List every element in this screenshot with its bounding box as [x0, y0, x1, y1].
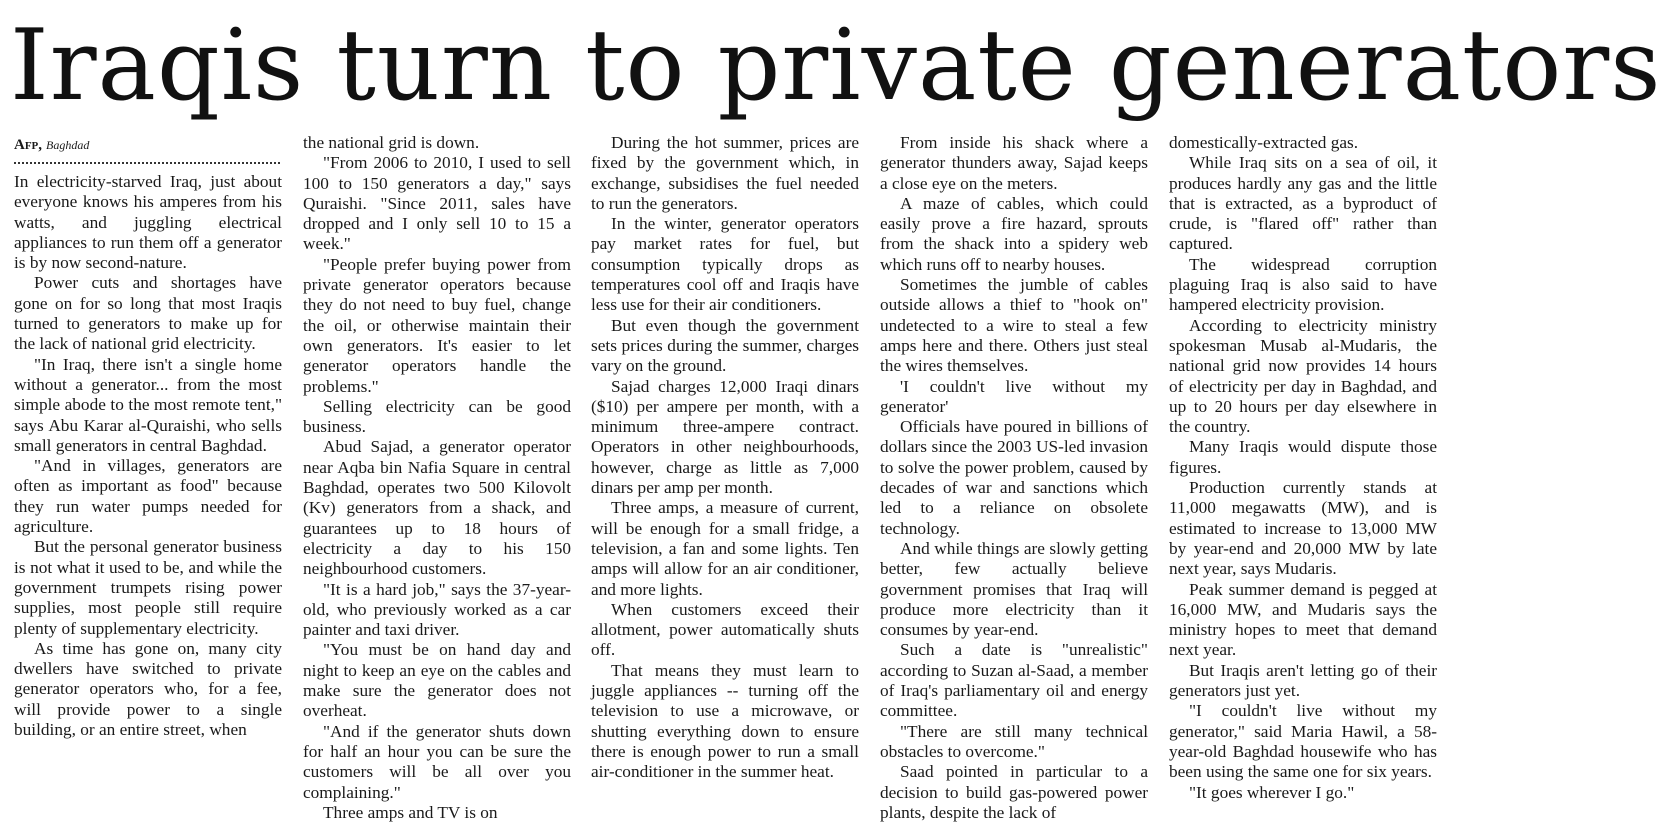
paragraph: "You must be on hand day and night to keep an eye on the cables and make sure the generator does not overheat. [303, 640, 571, 721]
headline: Iraqis turn to private generators [10, 9, 1662, 123]
paragraph: Production currently stands at 11,000 megawatts (MW), and is estimated to increase to 13,000 MW by year-end and 20,000 MW by late next year, says Mudaris. [1169, 478, 1437, 579]
byline-agency: Afp, [14, 137, 43, 153]
paragraph: Peak summer demand is pegged at 16,000 MW, and Mudaris says the ministry hopes to meet that demand next year. [1169, 579, 1437, 660]
paragraph: "From 2006 to 2010, I used to sell 100 to 150 generators a day," says Quraishi. "Since 2011, sales have dropped and I only sell 10 to 15 a week." [303, 153, 571, 254]
subheading: 'I couldn't live without my generator' [880, 376, 1148, 416]
paragraph: But even though the government sets prices during the summer, charges vary on the ground. [591, 315, 859, 376]
paragraph: Officials have poured in billions of dollars since the 2003 US-led invasion to solve the power problem, caused by decades of war and sanctions which led to a reliance on obsolete technology. [880, 417, 1148, 538]
paragraph: But Iraqis aren't letting go of their generators just yet. [1169, 660, 1437, 701]
paragraph: Such a date is "unrealistic" according to Suzan al-Saad, a member of Iraq's parliamentary oil and energy committee. [880, 640, 1148, 721]
article-column-4 [880, 133, 1148, 830]
paragraph: While Iraq sits on a sea of oil, it produces hardly any gas and the little that is extracted, as a byproduct of crude, is "flared off" rather than captured. [1169, 153, 1437, 254]
paragraph: the national grid is down. [303, 133, 480, 152]
paragraph: "And in villages, generators are often as important as food" because they run water pumps needed for agriculture. [14, 456, 282, 537]
article-column-3 [591, 133, 859, 830]
paragraph: From inside his shack where a generator thunders away, Sajad keeps a close eye on the meters. [880, 133, 1148, 193]
paragraph: The widespread corruption plaguing Iraq is also said to have hampered electricity provision. [1169, 254, 1437, 315]
paragraph: And while things are slowly getting better, few actually believe government promises that Iraq will produce more electricity than it consumes by year-end. [880, 538, 1148, 640]
byline-divider [14, 162, 280, 164]
paragraph: A maze of cables, which could easily prove a fire hazard, sprouts from the shack into a spidery web which runs off to nearby houses. [880, 193, 1148, 274]
paragraph: Saad pointed in particular to a decision to build gas-powered power plants, despite the lack of [880, 762, 1148, 822]
paragraph: Many Iraqis would dispute those figures. [1169, 437, 1437, 477]
paragraph: Power cuts and shortages have gone on for so long that most Iraqis turned to generators to make up for the lack of national grid electricity. [14, 273, 282, 354]
paragraph: In the winter, generator operators pay market rates for fuel, but consumption typically drops as temperatures cool off and Iraqis have less use for their air conditioners. [591, 214, 859, 315]
paragraph: But the personal generator business is not what it used to be, and while the government trumpets rising power supplies, most people still require plenty of supplementary electricity. [14, 537, 282, 638]
paragraph: "It is a hard job," says the 37-year-old, who previously worked as a car painter and taxi driver. [303, 579, 571, 640]
paragraph: "It goes wherever I go." [1189, 782, 1355, 802]
paragraph: As time has gone on, many city dwellers have switched to private generator operators who, for a fee, will provide power to a single building, or an entire street, when [14, 638, 282, 740]
paragraph: Three amps, a measure of current, will be enough for a small fridge, a television, a fan and some lights. Ten amps will allow for an air conditioner, and more lights. [591, 498, 859, 599]
paragraph: "I couldn't live without my generator," said Maria Hawil, a 58-year-old Baghdad housewife who has been using the same one for six years. [1169, 701, 1437, 782]
paragraph: domestically-extracted gas. [1169, 133, 1359, 152]
paragraph: "People prefer buying power from private generator operators because they do not need to buy fuel, change the oil, or otherwise maintain their own generators. It's easier to let generator operators handle the problems." [303, 254, 571, 396]
article-column-2 [303, 133, 571, 830]
article-column-1 [14, 133, 282, 830]
paragraph: In electricity-starved Iraq, just about everyone knows his amperes from his watts, and juggling electrical appliances to run them off a generator is by now second-nature. [14, 172, 282, 273]
byline [14, 137, 282, 153]
paragraph: That means they must learn to juggle appliances -- turning off the television to use a microwave, or shutting everything down to ensure there is enough power to run a small air-conditioner in the summer heat. [591, 660, 859, 782]
paragraph: "There are still many technical obstacles to overcome." [880, 721, 1148, 761]
paragraph: Abud Sajad, a generator operator near Aqba bin Nafia Square in central Baghdad, operates two 500 Kilovolt (Kv) generators from a shack, and guarantees up to 18 hours of electricity a day to his 150 neighbourhood customers. [303, 437, 571, 579]
article-column-5 [1169, 133, 1437, 830]
paragraph: Selling electricity can be good business. [303, 396, 571, 437]
paragraph: Sometimes the jumble of cables outside allows a thief to "hook on" undetected to a wire to steal a few amps here and there. Others just steal the wires themselves. [880, 275, 1148, 376]
paragraph: Sajad charges 12,000 Iraqi dinars ($10) per ampere per month, with a minimum three-ampere contract. Operators in other neighbourhoods, however, charge as little as 7,000 dinars per amp per month. [591, 376, 859, 498]
paragraph: According to electricity ministry spokesman Musab al-Mudaris, the national grid now provides 14 hours of electricity per day in Baghdad, and up to 20 hours per day elsewhere in the country. [1169, 315, 1437, 437]
byline-place: Baghdad [46, 138, 90, 152]
paragraph: "And if the generator shuts down for half an hour you can be sure the customers will be all over you complaining." [303, 721, 571, 802]
subheading: Three amps and TV is on [323, 802, 498, 822]
paragraph: During the hot summer, prices are fixed by the government which, in exchange, subsidises the fuel needed to run the generators. [591, 133, 859, 213]
paragraph: When customers exceed their allotment, power automatically shuts off. [591, 599, 859, 660]
paragraph: "In Iraq, there isn't a single home without a generator... from the most simple abode to the most remote tent," says Abu Karar al-Quraishi, who sells small generators in central Baghdad. [14, 354, 282, 455]
